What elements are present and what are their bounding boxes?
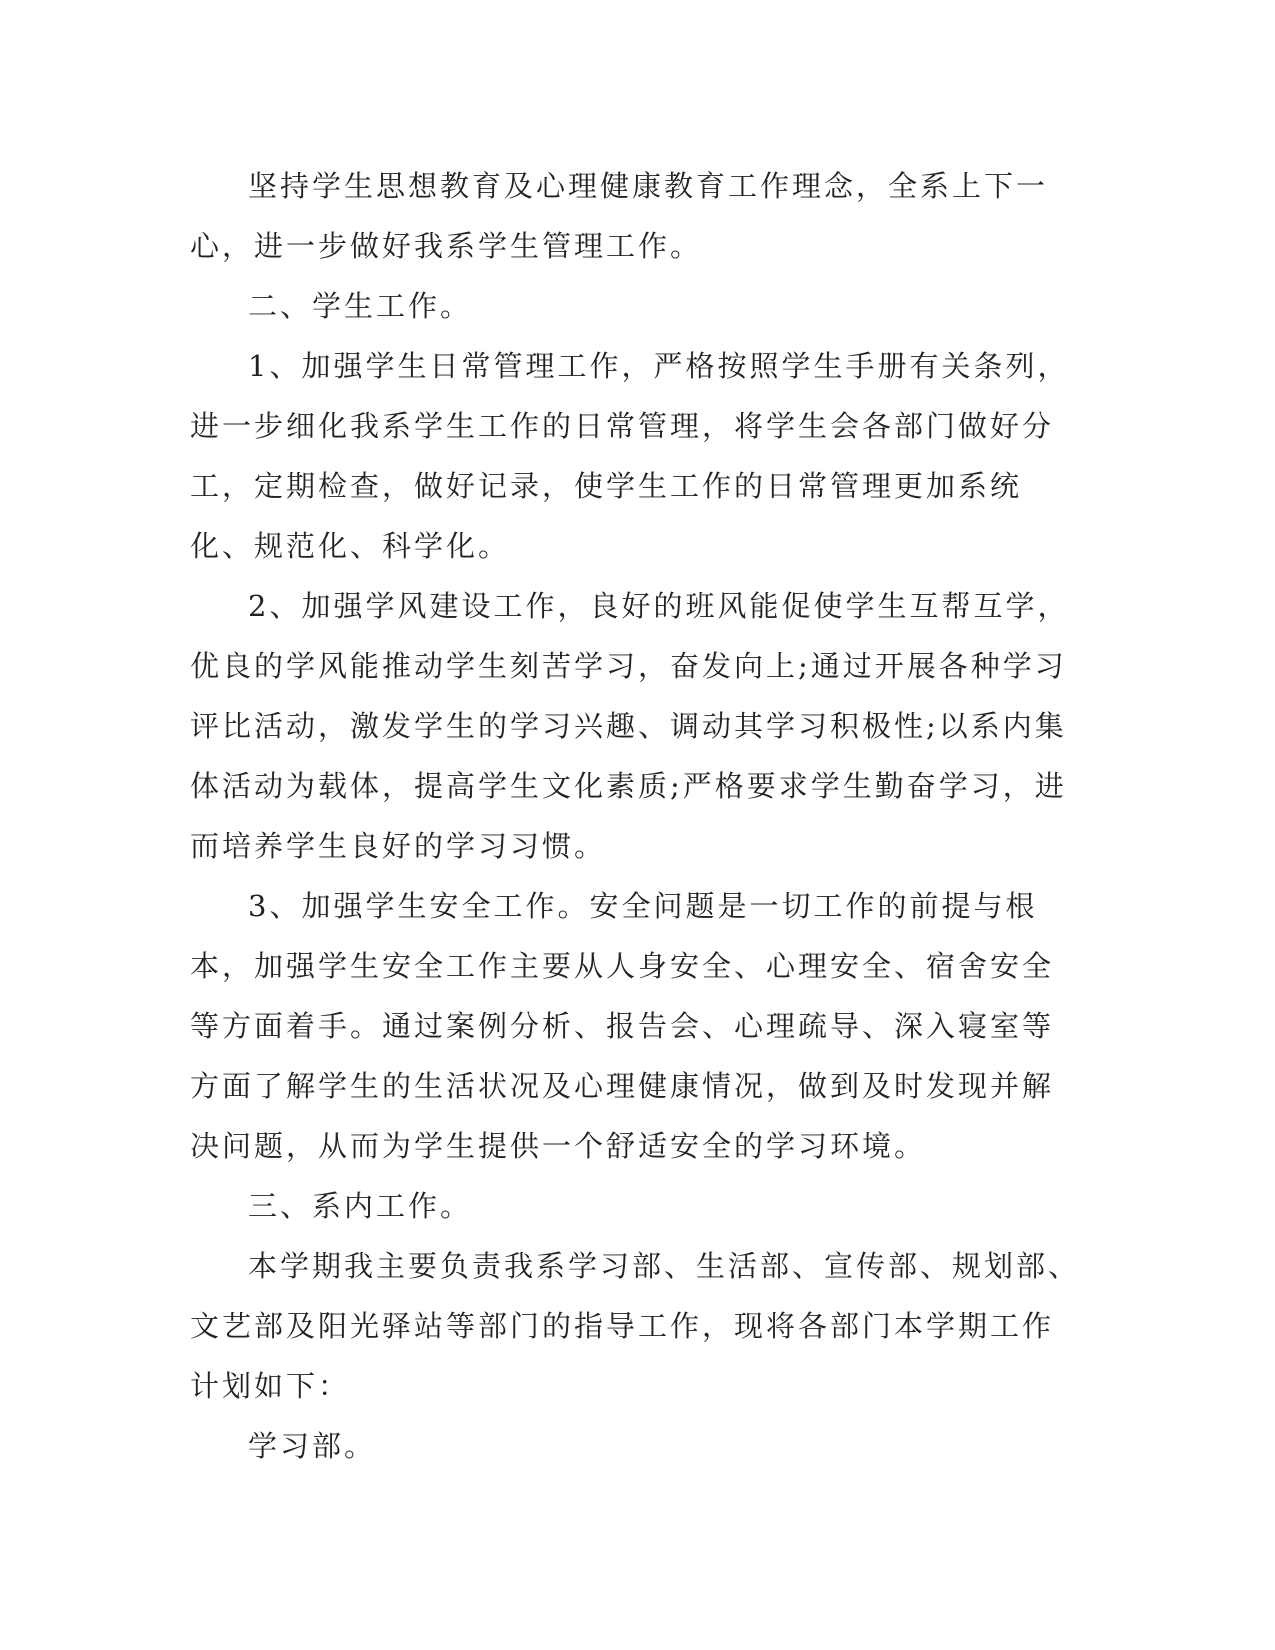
paragraph-department-overview: 本学期我主要负责我系学习部、生活部、宣传部、规划部、文艺部及阳光驿站等部门的指导工作，现将各部门本学期工作计划如下：	[190, 1249, 1081, 1403]
section-heading-department-work: 三、系内工作。	[248, 1189, 473, 1223]
paragraph-study-style: 2、加强学风建设工作，良好的班风能促使学生互帮互学，优良的学风能推动学生刻苦学习，奋发向上;通过开展各种学习评比活动，激发学生的学习兴趣、调动其学习积极性;以系内集体活动为载体，提高学生文化素质;严格要求学生勤奋学习，进而培养学生良好的学习习惯。	[190, 589, 1070, 863]
document-body	[190, 156, 1080, 1476]
paragraph-daily-management: 1、加强学生日常管理工作，严格按照学生手册有关条列，进一步细化我系学生工作的日常管理，将学生会各部门做好分工，定期检查，做好记录，使学生工作的日常管理更加系统化、规范化、科学化。	[190, 349, 1070, 563]
paragraph-intro: 坚持学生思想教育及心理健康教育工作理念，全系上下一心，进一步做好我系学生管理工作。	[190, 169, 1049, 263]
section-heading-student-work: 二、学生工作。	[248, 289, 473, 323]
subheading-study-department: 学习部。	[248, 1429, 377, 1463]
paragraph-safety: 3、加强学生安全工作。安全问题是一切工作的前提与根本，加强学生安全工作主要从人身安全、心理安全、宿舍安全等方面着手。通过案例分析、报告会、心理疏导、深入寝室等方面了解学生的生活状况及心理健康情况，做到及时发现并解决问题，从而为学生提供一个舒适安全的学习环境。	[190, 889, 1055, 1163]
